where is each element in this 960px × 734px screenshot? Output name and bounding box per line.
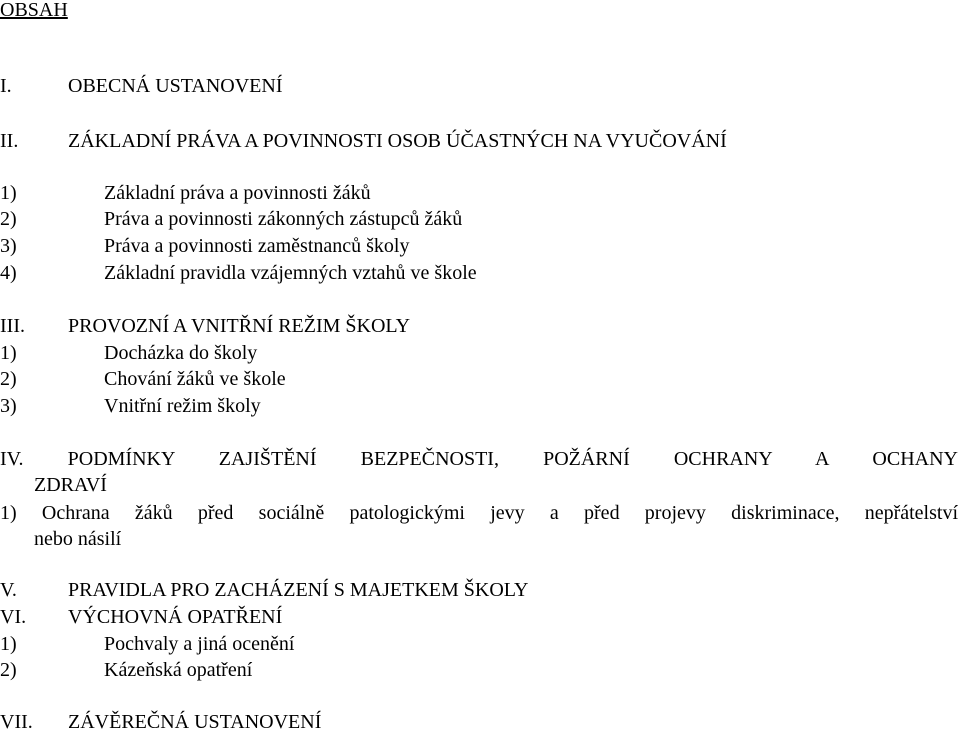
section-4-item-line-2: nebo násilí	[34, 528, 122, 550]
section-6-number: VI.	[0, 606, 27, 628]
item-text: Práva a povinnosti zaměstnanců školy	[104, 235, 410, 257]
section-5-title: PRAVIDLA PRO ZACHÁZENÍ S MAJETKEM ŠKOLY	[68, 579, 529, 601]
section-7-number: VII.	[0, 711, 33, 733]
section-2-number: II.	[0, 130, 19, 152]
item-text: Práva a povinnosti zákonných zástupců žáků	[104, 208, 463, 230]
item-text: Pochvaly a jiná ocenění	[104, 633, 295, 655]
item-number: 3)	[0, 235, 17, 257]
section-7-title: ZÁVĚREČNÁ USTANOVENÍ	[68, 711, 322, 733]
item-text: Kázeňská opatření	[104, 659, 253, 681]
item-number: 1)	[0, 342, 17, 364]
item-text: Základní pravidla vzájemných vztahů ve škole	[104, 262, 477, 284]
section-4-title-line-2: ZDRAVÍ	[34, 474, 107, 496]
section-3-number: III.	[0, 315, 25, 337]
section-3-title: PROVOZNÍ A VNITŘNÍ REŽIM ŠKOLY	[68, 315, 411, 337]
item-number: 2)	[0, 659, 17, 681]
item-number: 1)	[0, 633, 17, 655]
item-number: 2)	[0, 368, 17, 390]
section-1-number: I.	[0, 75, 12, 97]
section-2-title: ZÁKLADNÍ PRÁVA A POVINNOSTI OSOB ÚČASTNÝCH NA VYUČOVÁNÍ	[68, 130, 727, 152]
section-5-number: V.	[0, 579, 17, 601]
section-4-title-line-1: IV. PODMÍNKY ZAJIŠTĚNÍ BEZPEČNOSTI, POŽÁRNÍ OCHRANY A OCHANY	[0, 448, 958, 470]
item-text: Docházka do školy	[104, 342, 258, 364]
toc-title: OBSAH	[0, 0, 68, 21]
item-number: 4)	[0, 262, 17, 284]
item-text: Chování žáků ve škole	[104, 368, 286, 390]
item-text: Základní práva a povinnosti žáků	[104, 182, 371, 204]
section-1-title: OBECNÁ USTANOVENÍ	[68, 75, 283, 97]
section-6-title: VÝCHOVNÁ OPATŘENÍ	[68, 606, 283, 628]
item-number: 3)	[0, 395, 17, 417]
section-4-block	[0, 446, 958, 498]
section-4-item-line-1: 1) Ochrana žáků před sociálně patologickými jevy a před projevy diskriminace, nepřátelství	[0, 502, 958, 524]
section-4-item-block	[0, 500, 958, 552]
item-number: 2)	[0, 208, 17, 230]
item-number: 1)	[0, 182, 17, 204]
item-text: Vnitřní režim školy	[104, 395, 261, 417]
